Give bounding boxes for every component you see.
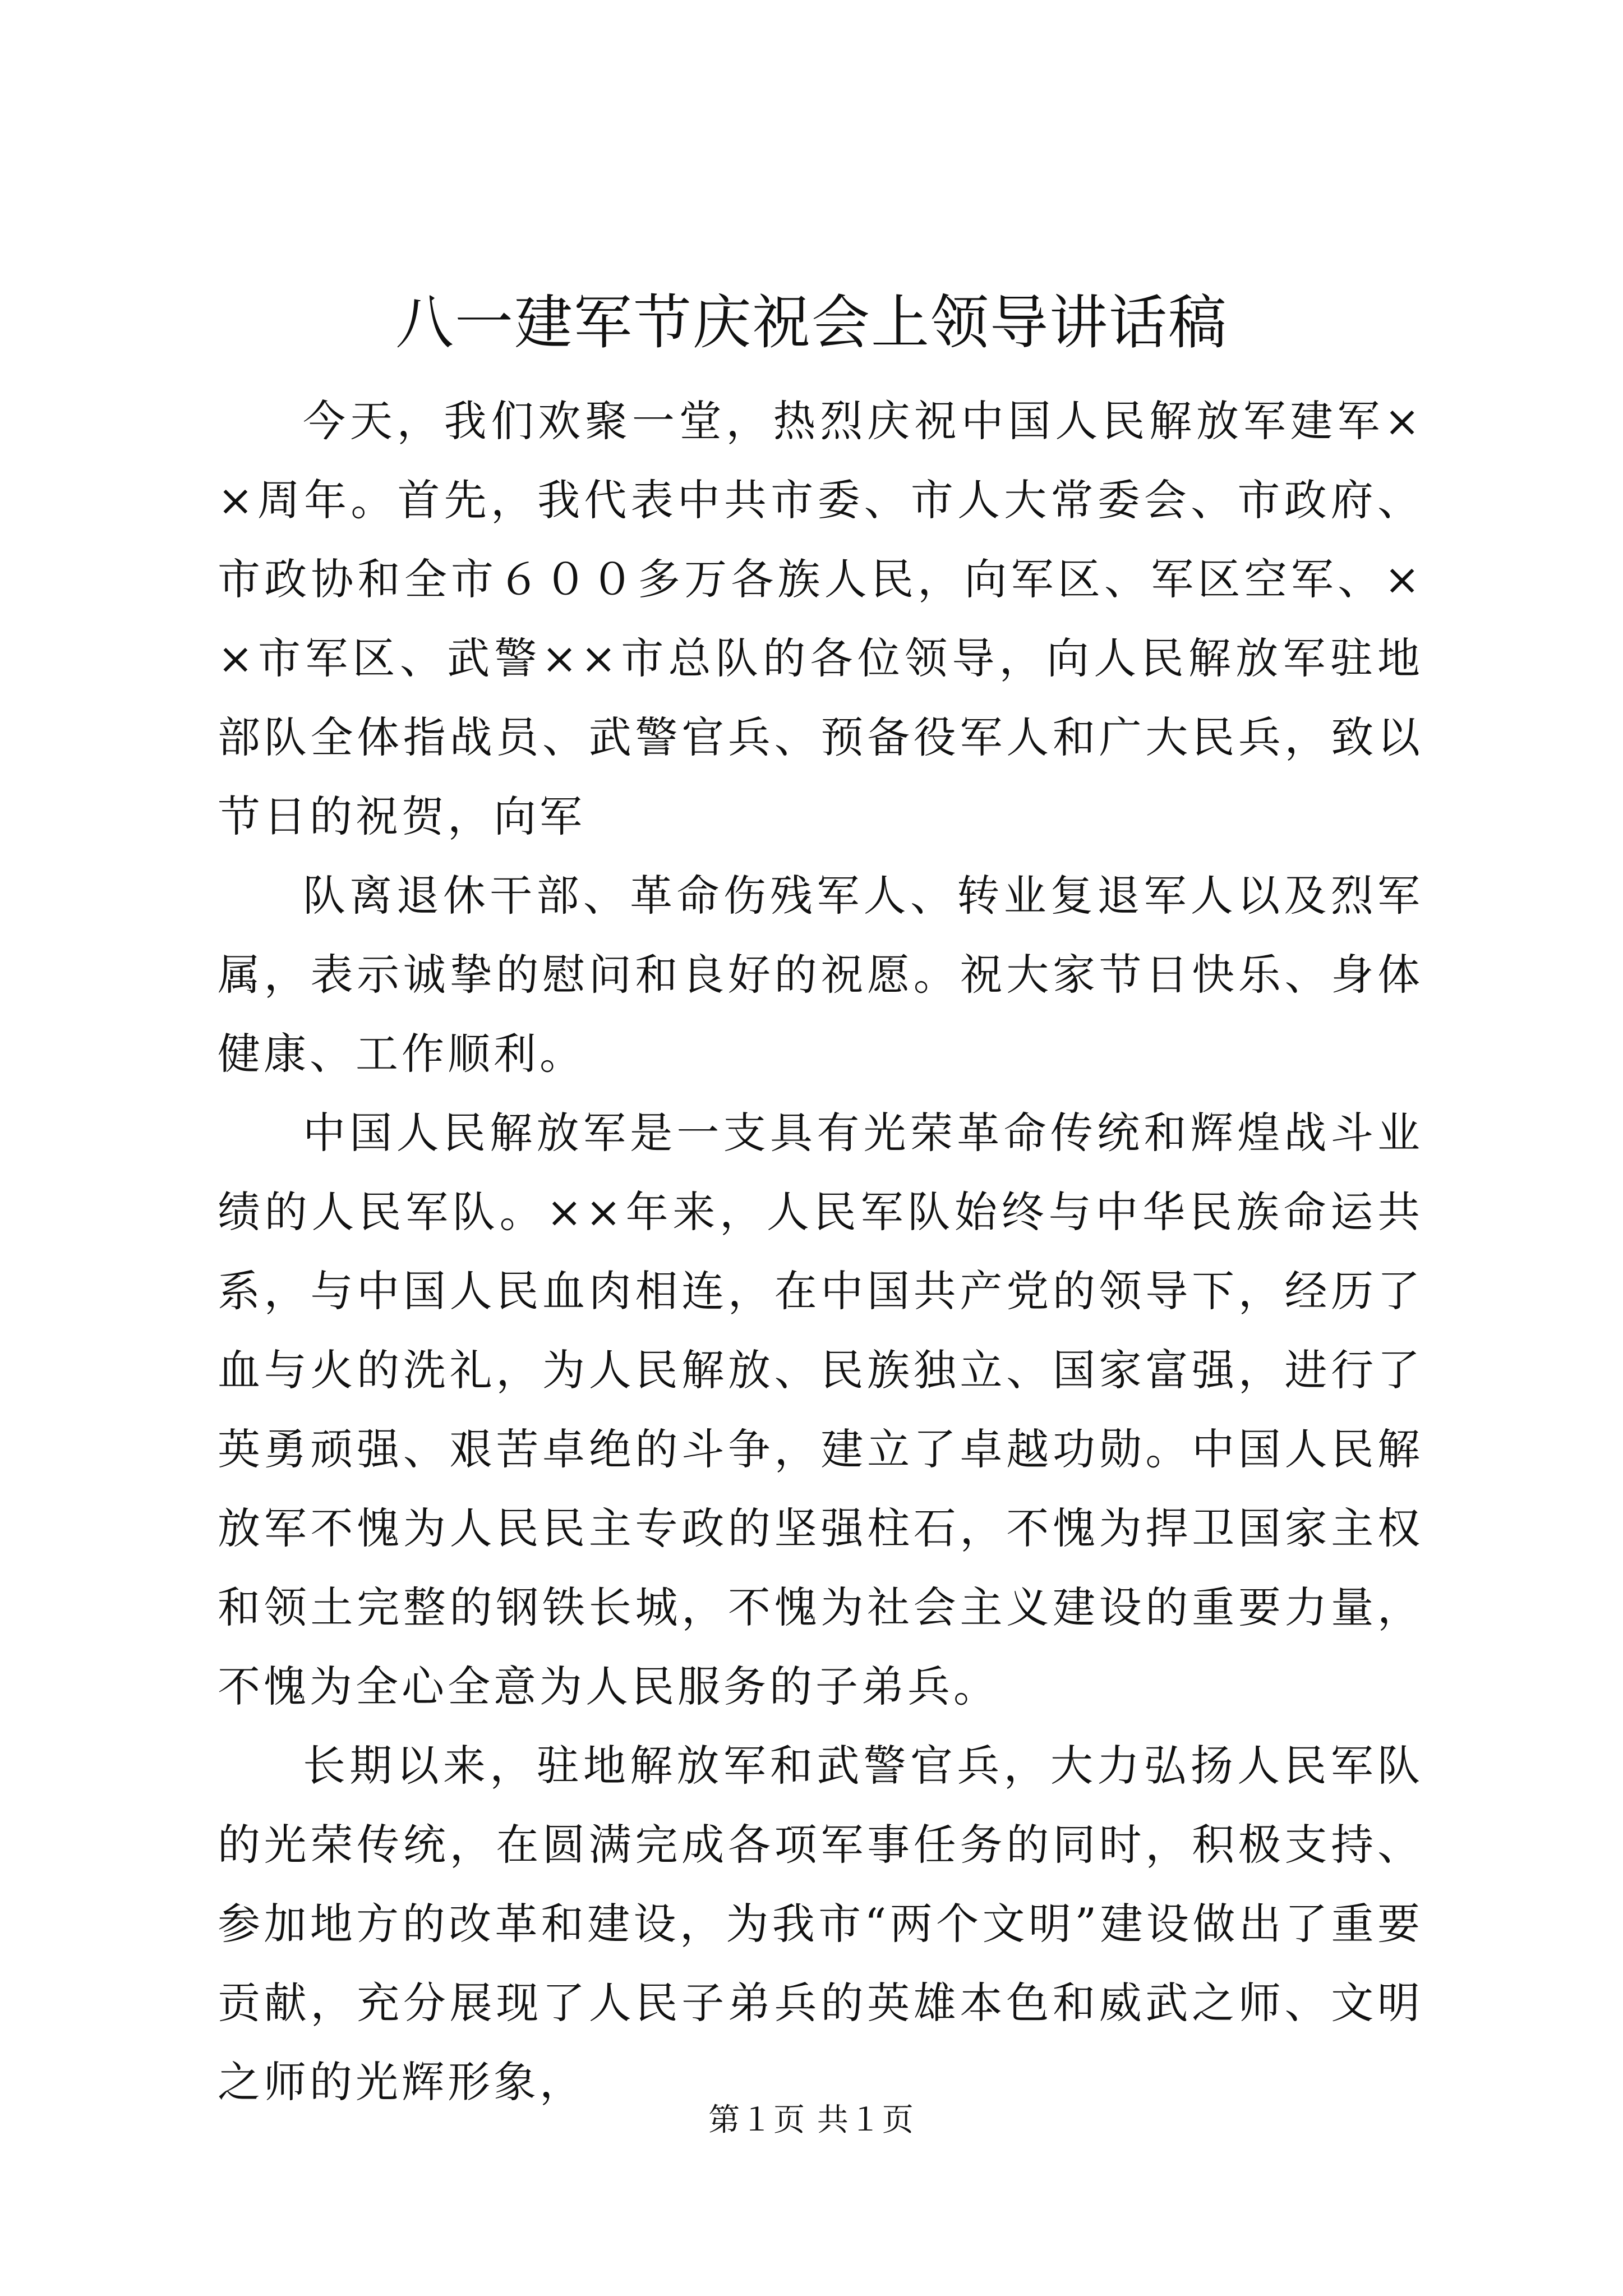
paragraph-2: 队离退休干部、革命伤残军人、转业复退军人以及烈军属，表示诚挚的慰问和良好的祝愿。祝大家节日快乐、身体健康、工作顺利。	[218, 871, 1423, 1079]
page-footer: 第１页 共１页	[708, 2102, 915, 2138]
paragraph-1: 今天，我们欢聚一堂，热烈庆祝中国人民解放军建军××周年。首先，我代表中共市委、市人大常委会、市政府、市政协和全市６００多万各族人民，向军区、军区空军、××市军区、武警××市总队的各位领导，向人民解放军驻地部队全体指战员、武警官兵、预备役军人和广大民兵，致以节日的祝贺，向军	[218, 396, 1423, 841]
document-title: 八一建军节庆祝会上领导讲话稿	[395, 288, 1228, 357]
paragraph-4: 长期以来，驻地解放军和武警官兵，大力弘扬人民军队的光荣传统，在圆满完成各项军事任务的同时，积极支持、参加地方的改革和建设，为我市“两个文明”建设做出了重要贡献，充分展现了人民子弟兵的英雄本色和威武之师、文明之师的光辉形象，	[218, 1741, 1423, 2107]
paragraph-3: 中国人民解放军是一支具有光荣革命传统和辉煌战斗业绩的人民军队。××年来，人民军队始终与中华民族命运共系，与中国人民血肉相连，在中国共产党的领导下，经历了血与火的洗礼，为人民解放、民族独立、国家富强，进行了英勇顽强、艰苦卓绝的斗争，建立了卓越功勋。中国人民解放军不愧为人民民主专政的坚强柱石，不愧为捍卫国家主权和领土完整的钢铁长城，不愧为社会主义建设的重要力量，不愧为全心全意为人民服务的子弟兵。	[218, 1108, 1423, 1711]
document-body	[218, 381, 1423, 2122]
